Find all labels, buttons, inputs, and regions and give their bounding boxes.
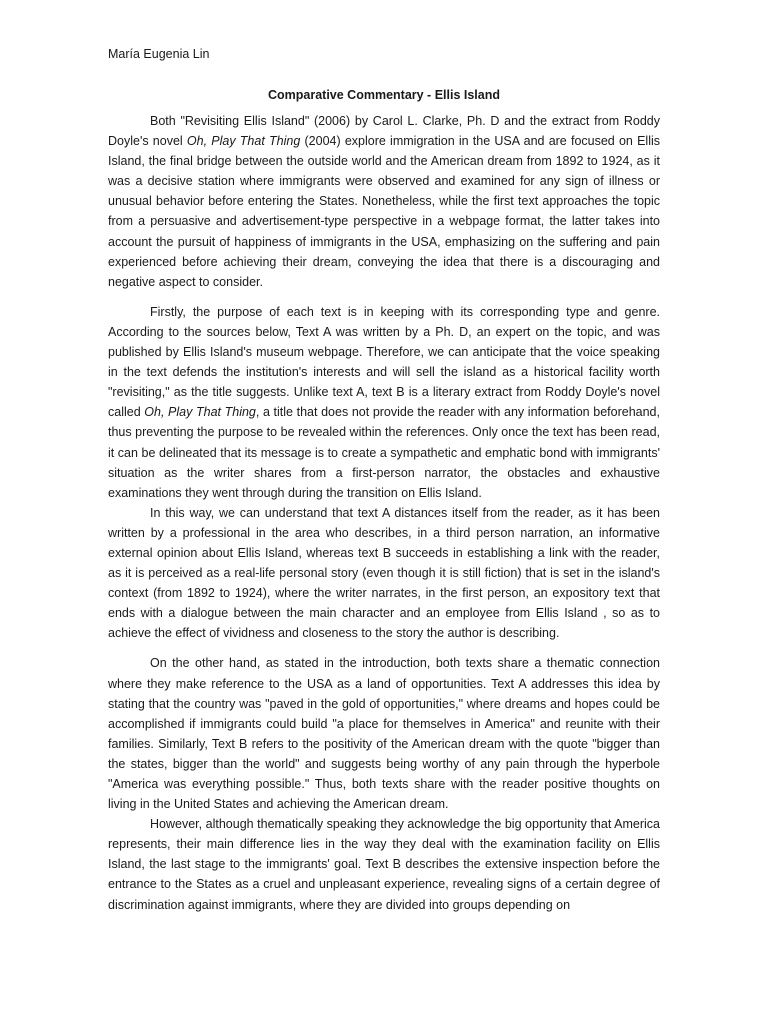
paragraph-1-text-a: Both "Revisiting Ellis Island" (2006) by Carol L. Clarke, Ph. D and the extract from Roddy Doyle's novel xyxy=(108,114,660,149)
novel-title-italic: Oh, Play That Thing xyxy=(186,134,301,149)
paragraph-2 xyxy=(108,302,660,503)
novel-title-italic: Oh, Play That Thing xyxy=(144,405,256,420)
paragraph-2-text-b: , a title that does not provide the reader with any information beforehand, thus preventing the purpose to be revealed within the references. Only once the text has been read, it can be delineated that its message is to create a sympathetic and emphatic bond with immigrants' situation as the writer shares from a first-person narrator, the obstacles and exhaustive examinations they went through during the transition on Ellis Island. xyxy=(108,405,660,500)
paragraph-2-text-a: Firstly, the purpose of each text is in keeping with its corresponding type and genre. According to the sources below, Text A was written by a Ph. D, an expert on the topic, and was published by Ellis Island's museum webpage. Therefore, we can anticipate that the voice speaking in the text defends the institution's interests and will sell the island as a historical facility worth "revisiting," as the title suggests. Unlike text A, text B is a literary extract from Roddy Doyle's novel called xyxy=(108,304,660,420)
paragraph-1 xyxy=(108,111,660,292)
document-title: Comparative Commentary - Ellis Island xyxy=(267,88,500,102)
paragraph-1-text-b: (2004) explore immigration in the USA and are focused on Ellis Island, the final bridge between the outside world and the American dream from 1892 to 1924, as it was a decisive station where immigrants were observed and examined for any sign of illness or unusual behavior before entering the States. Nonetheless, while the first text approaches the topic from a persuasive and advertisement-type perspective in a webpage format, the latter takes into account the pursuit of happiness of immigrants in the USA, emphasizing on the suffering and pain experienced before achieving their dream, conveying the idea that there is a discouraging and negative aspect to consider. xyxy=(108,134,660,289)
paragraph-3: In this way, we can understand that text A distances itself from the reader, as it has been written by a professional in the area who describes, in a third person narration, an informative external opinion about Ellis Island, whereas text B succeeds in establishing a link with the reader, as it is perceived as a real-life personal story (even though it is still fiction) that is set in the island's context (from 1892 to 1924), where the writer narrates, in the first person, an expository text that ends with a dialogue between the main character and an employee from Ellis Island , so as to achieve the effect of vividness and closeness to the story the author is describing. xyxy=(108,505,660,641)
author-name: María Eugenia Lin xyxy=(108,47,210,61)
paragraph-4: On the other hand, as stated in the introduction, both texts share a thematic connection where they make reference to the USA as a land of opportunities. Text A addresses this idea by stating that the country was "paved in the gold of opportunities," where dreams and hopes could be accomplished if immigrants could build "a place for themselves in America" and reunite with their families. Similarly, Text B refers to the positivity of the American dream with the quote "bigger than the states, bigger than the world" and suggests being worthy of any pain through the hyperbole "America was everything possible." Thus, both texts share with the reader positive thoughts on living in the United States and achieving the American dream. xyxy=(108,656,660,812)
paragraph-5: However, although thematically speaking they acknowledge the big opportunity that America represents, their main difference lies in the way they deal with the examination facility on Ellis Island, the last stage to the immigrants' goal. Text B describes the extensive inspection before the entrance to the States as a cruel and unpleasant experience, revealing signs of a certain degree of discrimination against immigrants, where they are divided into groups depending on xyxy=(108,817,660,912)
